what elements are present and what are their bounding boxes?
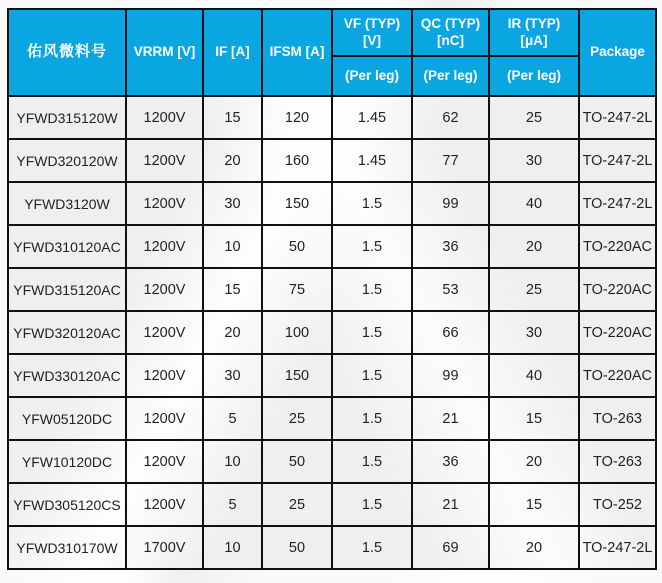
cell-package: TO-220AC <box>579 268 656 311</box>
cell-package: TO-220AC <box>579 225 656 268</box>
cell-vrrm: 1200V <box>126 483 203 526</box>
cell-part-number: YFWD315120AC <box>8 268 126 311</box>
cell-qc: 66 <box>412 311 489 354</box>
table-row <box>8 354 656 397</box>
cell-part-number: YFWD310170W <box>8 526 126 569</box>
table-row <box>8 182 656 225</box>
col-header-ir <box>489 9 579 56</box>
table-row <box>8 96 656 139</box>
table-row <box>8 483 656 526</box>
table-header <box>8 9 656 96</box>
cell-ir: 40 <box>489 354 579 397</box>
cell-qc: 99 <box>412 354 489 397</box>
col-header-qc <box>412 9 489 56</box>
table-row <box>8 397 656 440</box>
col-header-vf-unit: [V] <box>363 32 381 48</box>
cell-ifsm: 150 <box>262 182 332 225</box>
cell-package: TO-220AC <box>579 311 656 354</box>
cell-vf: 1.5 <box>332 268 412 311</box>
cell-ifsm: 50 <box>262 526 332 569</box>
cell-if: 30 <box>203 354 262 397</box>
cell-part-number: YFWD3120W <box>8 182 126 225</box>
cell-vrrm: 1200V <box>126 139 203 182</box>
cell-ir: 30 <box>489 139 579 182</box>
cell-qc: 36 <box>412 225 489 268</box>
cell-part-number: YFW05120DC <box>8 397 126 440</box>
cell-if: 20 <box>203 311 262 354</box>
cell-vf: 1.45 <box>332 139 412 182</box>
cell-ifsm: 25 <box>262 397 332 440</box>
cell-if: 10 <box>203 440 262 483</box>
cell-vrrm: 1200V <box>126 311 203 354</box>
cell-ir: 40 <box>489 182 579 225</box>
cell-vf: 1.5 <box>332 397 412 440</box>
cell-vrrm: 1200V <box>126 440 203 483</box>
cell-package: TO-247-2L <box>579 139 656 182</box>
cell-part-number: YFWD320120AC <box>8 311 126 354</box>
cell-ifsm: 150 <box>262 354 332 397</box>
cell-package: TO-263 <box>579 440 656 483</box>
cell-part-number: YFWD320120W <box>8 139 126 182</box>
cell-package: TO-220AC <box>579 354 656 397</box>
cell-package: TO-247-2L <box>579 526 656 569</box>
cell-part-number: YFWD310120AC <box>8 225 126 268</box>
col-header-vf-name: VF (TYP) <box>343 15 401 31</box>
product-spec-table <box>7 8 657 570</box>
cell-package: TO-252 <box>579 483 656 526</box>
cell-vrrm: 1200V <box>126 182 203 225</box>
cell-qc: 77 <box>412 139 489 182</box>
cell-ir: 15 <box>489 397 579 440</box>
cell-ir: 20 <box>489 526 579 569</box>
cell-vf: 1.5 <box>332 483 412 526</box>
cell-part-number: YFWD315120W <box>8 96 126 139</box>
cell-ir: 20 <box>489 225 579 268</box>
cell-qc: 62 <box>412 96 489 139</box>
cell-if: 5 <box>203 397 262 440</box>
cell-if: 5 <box>203 483 262 526</box>
col-subheader-vf-per-leg: (Per leg) <box>332 56 412 96</box>
table-row <box>8 440 656 483</box>
cell-vrrm: 1200V <box>126 225 203 268</box>
cell-part-number: YFWD330120AC <box>8 354 126 397</box>
cell-ir: 20 <box>489 440 579 483</box>
cell-vf: 1.5 <box>332 440 412 483</box>
cell-ifsm: 75 <box>262 268 332 311</box>
cell-ifsm: 120 <box>262 96 332 139</box>
cell-if: 30 <box>203 182 262 225</box>
col-header-ir-unit: [μA] <box>520 32 548 48</box>
cell-if: 10 <box>203 225 262 268</box>
col-header-ifsm: IFSM [A] <box>262 9 332 96</box>
col-header-vf <box>332 9 412 56</box>
cell-vrrm: 1700V <box>126 526 203 569</box>
datasheet-table-container <box>7 8 657 570</box>
cell-ifsm: 100 <box>262 311 332 354</box>
cell-qc: 21 <box>412 483 489 526</box>
col-subheader-ir-per-leg: (Per leg) <box>489 56 579 96</box>
cell-vf: 1.5 <box>332 225 412 268</box>
cell-vrrm: 1200V <box>126 96 203 139</box>
col-header-vrrm: VRRM [V] <box>126 9 203 96</box>
col-header-qc-name: QC (TYP) <box>420 15 481 31</box>
cell-ir: 30 <box>489 311 579 354</box>
cell-if: 20 <box>203 139 262 182</box>
cell-ifsm: 50 <box>262 225 332 268</box>
cell-vf: 1.5 <box>332 526 412 569</box>
cell-package: TO-263 <box>579 397 656 440</box>
cell-vf: 1.5 <box>332 182 412 225</box>
table-row <box>8 311 656 354</box>
cell-vrrm: 1200V <box>126 268 203 311</box>
table-row <box>8 225 656 268</box>
table-row <box>8 268 656 311</box>
col-subheader-qc-per-leg: (Per leg) <box>412 56 489 96</box>
cell-vf: 1.5 <box>332 354 412 397</box>
cell-qc: 69 <box>412 526 489 569</box>
cell-qc: 53 <box>412 268 489 311</box>
cell-ifsm: 25 <box>262 483 332 526</box>
col-header-qc-unit: [nC] <box>437 32 464 48</box>
cell-ir: 25 <box>489 268 579 311</box>
table-body <box>8 96 656 569</box>
col-header-if: IF [A] <box>203 9 262 96</box>
cell-part-number: YFW10120DC <box>8 440 126 483</box>
cell-vf: 1.45 <box>332 96 412 139</box>
cell-ir: 25 <box>489 96 579 139</box>
cell-ifsm: 50 <box>262 440 332 483</box>
cell-package: TO-247-2L <box>579 96 656 139</box>
cell-qc: 99 <box>412 182 489 225</box>
cell-vrrm: 1200V <box>126 397 203 440</box>
col-header-package: Package <box>579 9 656 96</box>
cell-ifsm: 160 <box>262 139 332 182</box>
col-header-part-number: 佑风微料号 <box>8 9 126 96</box>
cell-vf: 1.5 <box>332 311 412 354</box>
cell-qc: 21 <box>412 397 489 440</box>
table-row <box>8 526 656 569</box>
cell-qc: 36 <box>412 440 489 483</box>
cell-vrrm: 1200V <box>126 354 203 397</box>
table-row <box>8 139 656 182</box>
cell-if: 15 <box>203 96 262 139</box>
cell-part-number: YFWD305120CS <box>8 483 126 526</box>
col-header-ir-name: IR (TYP) <box>507 15 561 31</box>
cell-package: TO-247-2L <box>579 182 656 225</box>
cell-ir: 15 <box>489 483 579 526</box>
cell-if: 15 <box>203 268 262 311</box>
cell-if: 10 <box>203 526 262 569</box>
